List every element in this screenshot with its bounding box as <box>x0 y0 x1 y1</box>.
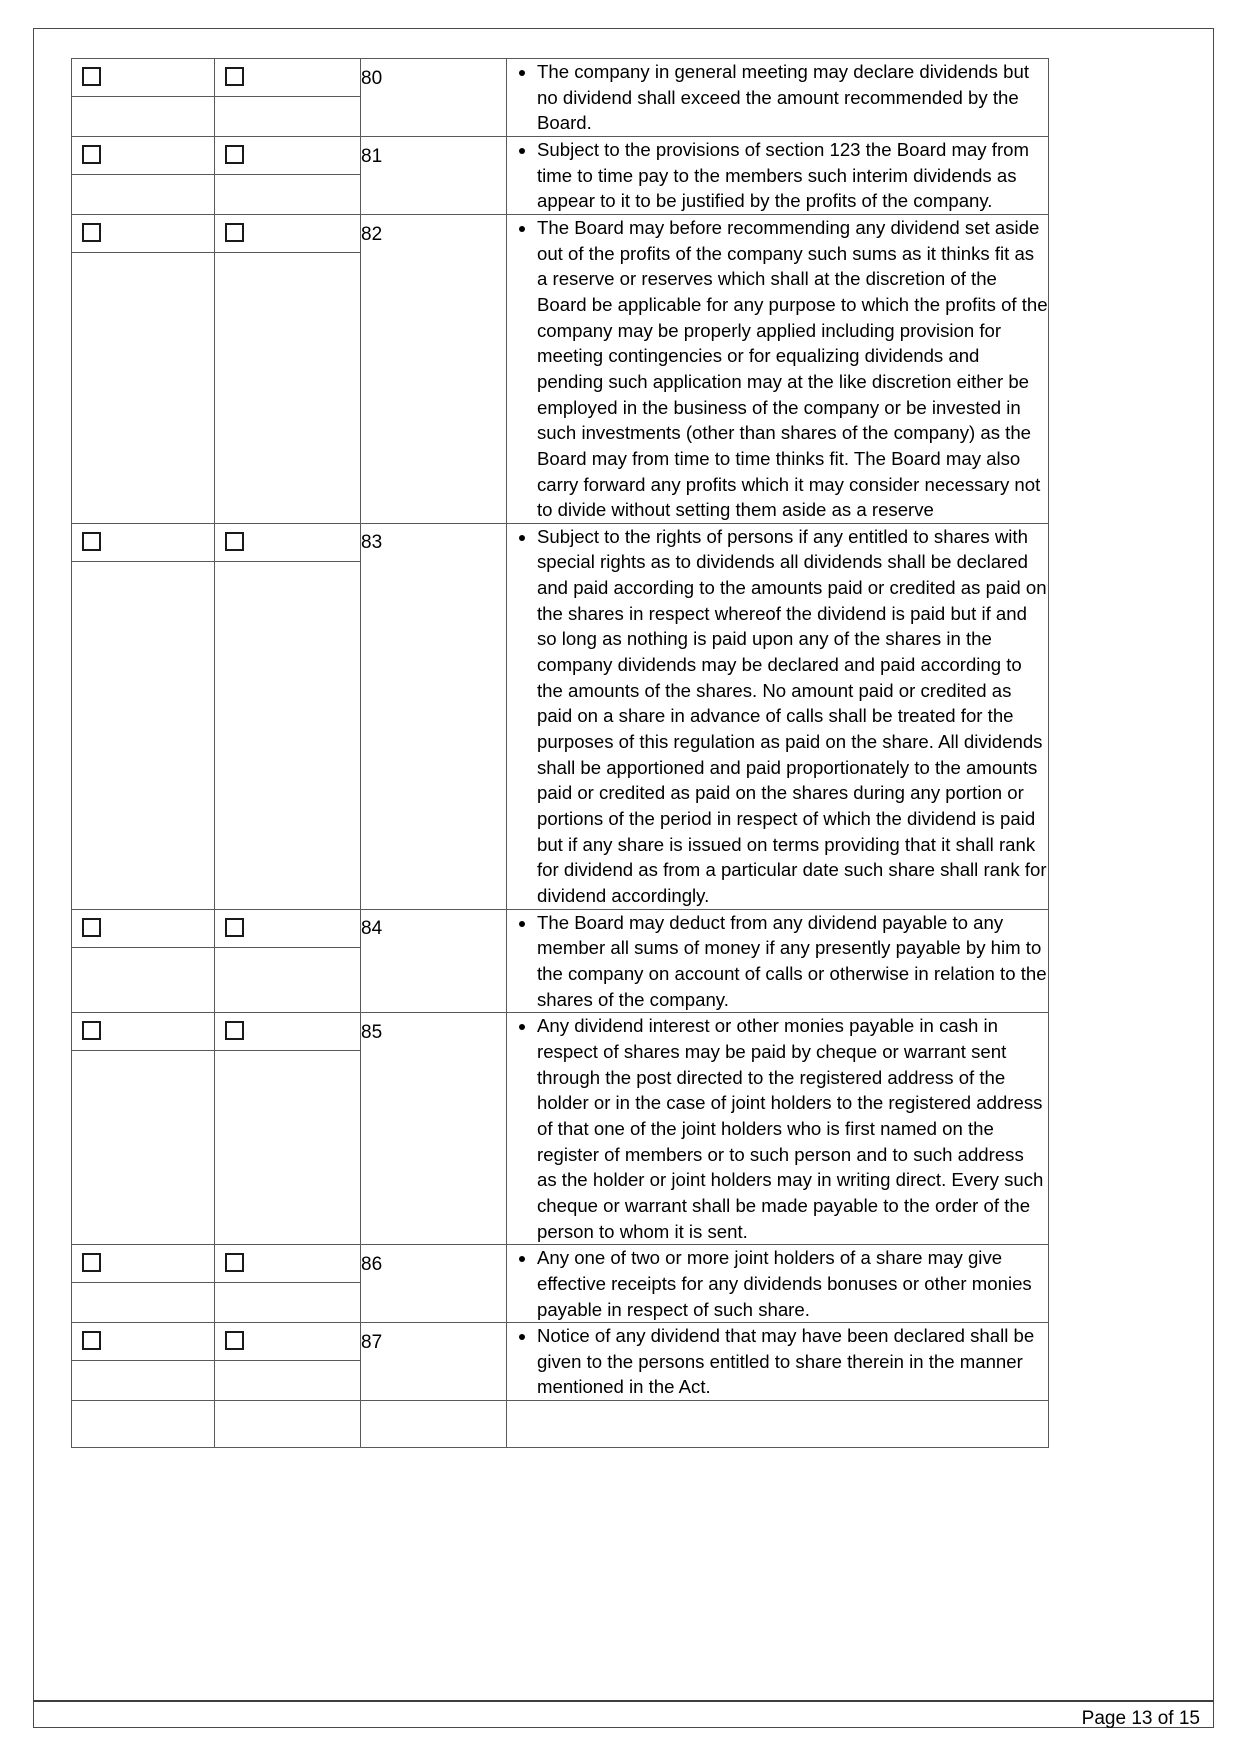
table-row <box>72 909 1049 1013</box>
checkbox-cell-b <box>215 214 361 523</box>
checkbox-slot-b <box>215 215 360 253</box>
article-clause-text: • The company in general meeting may declare dividends but no dividend shall exceed the amount recommended by the Board. <box>537 59 1048 136</box>
table-row <box>72 1013 1049 1245</box>
page-footer <box>33 1700 1214 1730</box>
article-number: 85 <box>361 1021 383 1043</box>
article-text-cell <box>507 1245 1049 1323</box>
checkbox-slot-a <box>72 59 214 97</box>
empty-checkbox-icon[interactable] <box>82 532 101 551</box>
checkbox-cell-a <box>72 214 215 523</box>
checkbox-slot-b <box>215 524 360 562</box>
checkbox-slot-a <box>72 215 214 253</box>
checkbox-cell-b <box>215 59 361 137</box>
checkbox-cell-b <box>215 909 361 1013</box>
table-row <box>72 136 1049 214</box>
article-number: 83 <box>361 532 383 554</box>
article-clause-text: • Any dividend interest or other monies payable in cash in respect of shares may be paid by cheque or warrant sent through the post directed to the registered address of the holder or in the case of joint holders to the registered address of that one of the joint holders who is first named on the register of members or to such person and to such address as the holder or joint holders may in writing direct. Every such cheque or warrant shall be made payable to the order of the person to whom it is sent. <box>537 1013 1048 1244</box>
checkbox-slot-a <box>72 524 214 562</box>
checkbox-cell-a <box>72 909 215 1013</box>
article-clause-text: • The Board may deduct from any dividend payable to any member all sums of money if any presently payable by him to the company on account of calls or otherwise in relation to the shares of the company. <box>537 910 1048 1013</box>
checkbox-cell-b <box>215 136 361 214</box>
checkbox-cell-a <box>72 136 215 214</box>
table-row <box>72 214 1049 523</box>
empty-checkbox-icon[interactable] <box>225 67 244 86</box>
article-number-cell <box>361 523 507 909</box>
checkbox-cell-a <box>72 1013 215 1245</box>
article-number-cell <box>361 214 507 523</box>
articles-table <box>71 58 1049 1448</box>
empty-checkbox-icon[interactable] <box>82 145 101 164</box>
article-clause-text: • Notice of any dividend that may have been declared shall be given to the persons entitled to share therein in the manner mentioned in the Act. <box>537 1323 1048 1400</box>
checkbox-cell-a <box>72 1245 215 1323</box>
empty-cell <box>507 1401 1049 1448</box>
article-text-cell <box>507 1013 1049 1245</box>
article-bullet-list <box>507 1323 1048 1400</box>
empty-checkbox-icon[interactable] <box>225 223 244 242</box>
article-number-cell <box>361 1323 507 1401</box>
table-row <box>72 1245 1049 1323</box>
article-bullet-list <box>507 215 1048 523</box>
article-text-cell <box>507 909 1049 1013</box>
checkbox-slot-b <box>215 59 360 97</box>
article-text-cell <box>507 136 1049 214</box>
article-number: 87 <box>361 1331 383 1353</box>
empty-checkbox-icon[interactable] <box>82 918 101 937</box>
checkbox-cell-b <box>215 1013 361 1245</box>
article-clause-text: • The Board may before recommending any dividend set aside out of the profits of the company such sums as it thinks fit as a reserve or reserves which shall at the discretion of the Board be applicable for any purpose to which the profits of the company may be properly applied including provision for meeting contingencies or for equalizing dividends and pending such application may at the like discretion either be employed in the business of the company or be invested in such investments (other than shares of the company) as the Board may from time to time thinks fit. The Board may also carry forward any profits which it may consider necessary not to divide without setting them aside as a reserve <box>537 215 1048 523</box>
checkbox-cell-a <box>72 59 215 137</box>
checkbox-slot-b <box>215 1323 360 1361</box>
article-text-cell <box>507 214 1049 523</box>
checkbox-slot-b <box>215 137 360 175</box>
article-bullet-list <box>507 910 1048 1013</box>
article-clause-text: • Subject to the provisions of section 123 the Board may from time to time pay to the members such interim dividends as appear to it to be justified by the profits of the company. <box>537 137 1048 214</box>
article-number: 81 <box>361 145 383 167</box>
checkbox-slot-a <box>72 1013 214 1051</box>
article-bullet-list <box>507 1013 1048 1244</box>
empty-checkbox-icon[interactable] <box>225 145 244 164</box>
page-content <box>71 58 1048 1448</box>
article-clause-text: • Any one of two or more joint holders of a share may give effective receipts for any dividends bonuses or other monies payable in respect of such share. <box>537 1245 1048 1322</box>
article-number-cell <box>361 909 507 1013</box>
article-number-cell <box>361 1013 507 1245</box>
table-row <box>72 59 1049 137</box>
checkbox-cell-a <box>72 523 215 909</box>
article-number: 82 <box>361 223 383 245</box>
articles-table-body <box>72 59 1049 1448</box>
empty-checkbox-icon[interactable] <box>225 532 244 551</box>
checkbox-slot-a <box>72 1245 214 1283</box>
empty-cell <box>361 1401 507 1448</box>
article-text-cell <box>507 1323 1049 1401</box>
empty-checkbox-icon[interactable] <box>225 918 244 937</box>
empty-checkbox-icon[interactable] <box>225 1021 244 1040</box>
table-row <box>72 1323 1049 1401</box>
checkbox-slot-a <box>72 910 214 948</box>
checkbox-slot-a <box>72 1323 214 1361</box>
empty-checkbox-icon[interactable] <box>82 1331 101 1350</box>
checkbox-cell-b <box>215 523 361 909</box>
empty-cell <box>72 1401 215 1448</box>
checkbox-slot-b <box>215 1245 360 1283</box>
article-bullet-list <box>507 1245 1048 1322</box>
empty-checkbox-icon[interactable] <box>82 1021 101 1040</box>
article-bullet-list <box>507 524 1048 909</box>
empty-checkbox-icon[interactable] <box>82 223 101 242</box>
article-bullet-list <box>507 137 1048 214</box>
table-row-empty <box>72 1401 1049 1448</box>
page-number-label: Page 13 of 15 <box>1081 1708 1200 1729</box>
table-row <box>72 523 1049 909</box>
empty-checkbox-icon[interactable] <box>225 1331 244 1350</box>
checkbox-slot-b <box>215 1013 360 1051</box>
checkbox-slot-a <box>72 137 214 175</box>
empty-cell <box>215 1401 361 1448</box>
empty-checkbox-icon[interactable] <box>82 1253 101 1272</box>
checkbox-cell-b <box>215 1245 361 1323</box>
article-text-cell <box>507 523 1049 909</box>
checkbox-cell-b <box>215 1323 361 1401</box>
article-clause-text: • Subject to the rights of persons if any entitled to shares with special rights as to dividends all dividends shall be declared and paid according to the amounts paid or credited as paid on the shares in respect whereof the dividend is paid but if and so long as nothing is paid upon any of the shares in the company dividends may be declared and paid according to the amounts of the shares. No amount paid or credited as paid on a share in advance of calls shall be treated for the purposes of this regulation as paid on the share. All dividends shall be apportioned and paid proportionately to the amounts paid or credited as paid on the shares during any portion or portions of the period in respect of which the dividend is paid but if any share is issued on terms providing that it shall rank for dividend as from a particular date such share shall rank for dividend accordingly. <box>537 524 1048 909</box>
article-number-cell <box>361 59 507 137</box>
article-number: 86 <box>361 1253 383 1275</box>
article-number: 80 <box>361 67 383 89</box>
empty-checkbox-icon[interactable] <box>82 67 101 86</box>
article-number-cell <box>361 136 507 214</box>
empty-checkbox-icon[interactable] <box>225 1253 244 1272</box>
article-text-cell <box>507 59 1049 137</box>
checkbox-cell-a <box>72 1323 215 1401</box>
checkbox-slot-b <box>215 910 360 948</box>
article-number: 84 <box>361 918 383 940</box>
article-number-cell <box>361 1245 507 1323</box>
article-bullet-list <box>507 59 1048 136</box>
